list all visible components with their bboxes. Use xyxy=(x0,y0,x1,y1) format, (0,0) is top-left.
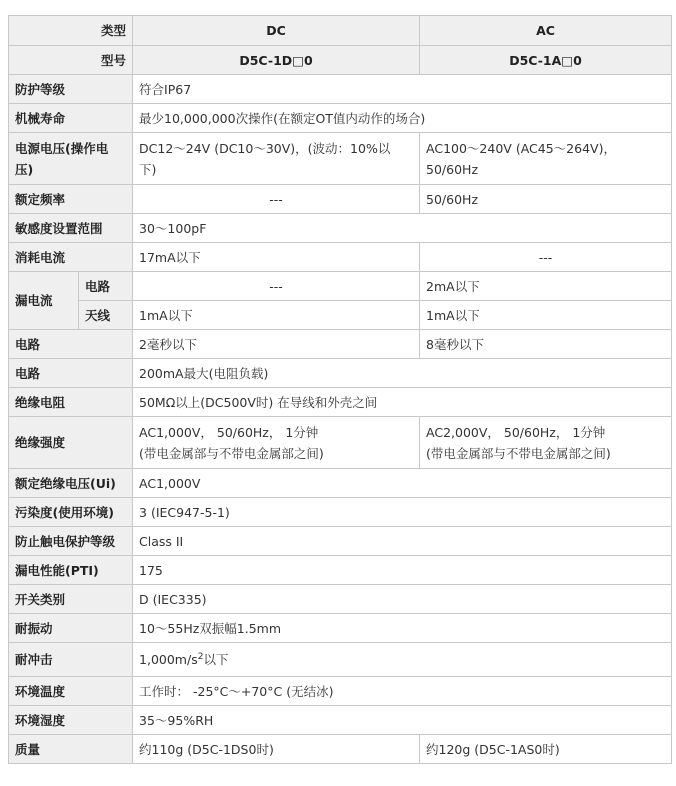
row-pti xyxy=(9,556,672,585)
header-type-row xyxy=(9,16,672,46)
row-ambient-temp xyxy=(9,677,672,706)
leakage-circuit-dc: --- xyxy=(133,272,420,301)
row-leakage-circuit xyxy=(9,272,672,301)
sub-label: 天线 xyxy=(79,301,133,330)
leakage-antenna-ac: 1mA以下 xyxy=(420,301,672,330)
row-vibration xyxy=(9,614,672,643)
row-value: 30～100pF xyxy=(133,214,672,243)
row-insulation-strength xyxy=(9,417,672,469)
row-label: 开关类别 xyxy=(9,585,133,614)
row-value: 工作时： -25°C～+70°C (无结冰) xyxy=(133,677,672,706)
row-value: 35～95%RH xyxy=(133,706,672,735)
row-label: 漏电性能(PTI) xyxy=(9,556,133,585)
model-label: 型号 xyxy=(9,46,133,75)
voltage-dc: DC12～24V (DC10～30V)，(波动：10%以 下) xyxy=(133,133,420,185)
consumption-dc: 17mA以下 xyxy=(133,243,420,272)
row-label: 防止触电保护等级 xyxy=(9,527,133,556)
row-insulation-resistance xyxy=(9,388,672,417)
row-label: 消耗电流 xyxy=(9,243,133,272)
leakage-circuit-ac: 2mA以下 xyxy=(420,272,672,301)
row-label: 环境湿度 xyxy=(9,706,133,735)
row-weight xyxy=(9,735,672,764)
row-value: 符合IP67 xyxy=(133,75,672,104)
row-rated-insulation-voltage xyxy=(9,469,672,498)
row-voltage xyxy=(9,133,672,185)
row-value: D (IEC335) xyxy=(133,585,672,614)
type-ac: AC xyxy=(420,16,672,46)
row-mech-life xyxy=(9,104,672,133)
row-label: 敏感度设置范围 xyxy=(9,214,133,243)
row-value: 10～55Hz双振幅1.5mm xyxy=(133,614,672,643)
row-pollution xyxy=(9,498,672,527)
insulation-strength-dc: AC1,000V， 50/60Hz， 1分钟 (带电金属部与不带电金属部之间) xyxy=(133,417,420,469)
row-value: AC1,000V xyxy=(133,469,672,498)
row-value: 50MΩ以上(DC500V时) 在导线和外壳之间 xyxy=(133,388,672,417)
row-impact xyxy=(9,643,672,677)
frequency-ac: 50/60Hz xyxy=(420,185,672,214)
row-value: 175 xyxy=(133,556,672,585)
consumption-ac: --- xyxy=(420,243,672,272)
row-label: 电路 xyxy=(9,359,133,388)
row-label: 额定绝缘电压(Ui) xyxy=(9,469,133,498)
row-shock-protection xyxy=(9,527,672,556)
type-label: 类型 xyxy=(9,16,133,46)
weight-ac: 约120g (D5C-1AS0时) xyxy=(420,735,672,764)
row-label: 耐冲击 xyxy=(9,643,133,677)
row-label: 绝缘强度 xyxy=(9,417,133,469)
row-label: 环境温度 xyxy=(9,677,133,706)
header-model-row xyxy=(9,46,672,75)
model-dc: D5C-1D□0 xyxy=(133,46,420,75)
row-value: 最少10,000,000次操作(在额定OT值内动作的场合) xyxy=(133,104,672,133)
row-label: 电路 xyxy=(9,330,133,359)
sub-label: 电路 xyxy=(79,272,133,301)
leakage-antenna-dc: 1mA以下 xyxy=(133,301,420,330)
row-circuit-time xyxy=(9,330,672,359)
circuit-time-ac: 8毫秒以下 xyxy=(420,330,672,359)
row-label: 污染度(使用环境) xyxy=(9,498,133,527)
row-ambient-humidity xyxy=(9,706,672,735)
circuit-time-dc: 2毫秒以下 xyxy=(133,330,420,359)
row-label: 质量 xyxy=(9,735,133,764)
row-protection xyxy=(9,75,672,104)
row-label: 耐振动 xyxy=(9,614,133,643)
spec-table xyxy=(8,15,672,764)
row-value: $1,000m/s^2$以下 xyxy=(133,643,672,677)
row-consumption xyxy=(9,243,672,272)
row-leakage-antenna xyxy=(9,301,672,330)
row-value: Class II xyxy=(133,527,672,556)
row-label: 漏电流 xyxy=(9,272,79,330)
row-label: 绝缘电阻 xyxy=(9,388,133,417)
insulation-strength-ac: AC2,000V， 50/60Hz， 1分钟 (带电金属部与不带电金属部之间) xyxy=(420,417,672,469)
frequency-dc: --- xyxy=(133,185,420,214)
row-value: 3 (IEC947-5-1) xyxy=(133,498,672,527)
row-label: 防护等级 xyxy=(9,75,133,104)
row-sensitivity xyxy=(9,214,672,243)
model-ac: D5C-1A□0 xyxy=(420,46,672,75)
row-label: 额定频率 xyxy=(9,185,133,214)
row-switch-category xyxy=(9,585,672,614)
weight-dc: 约110g (D5C-1DS0时) xyxy=(133,735,420,764)
row-circuit-load xyxy=(9,359,672,388)
row-value: 200mA最大(电阻负载) xyxy=(133,359,672,388)
type-dc: DC xyxy=(133,16,420,46)
row-label: 机械寿命 xyxy=(9,104,133,133)
voltage-ac: AC100～240V (AC45～264V)， 50/60Hz xyxy=(420,133,672,185)
row-frequency xyxy=(9,185,672,214)
row-label: 电源电压(操作电压) xyxy=(9,133,133,185)
